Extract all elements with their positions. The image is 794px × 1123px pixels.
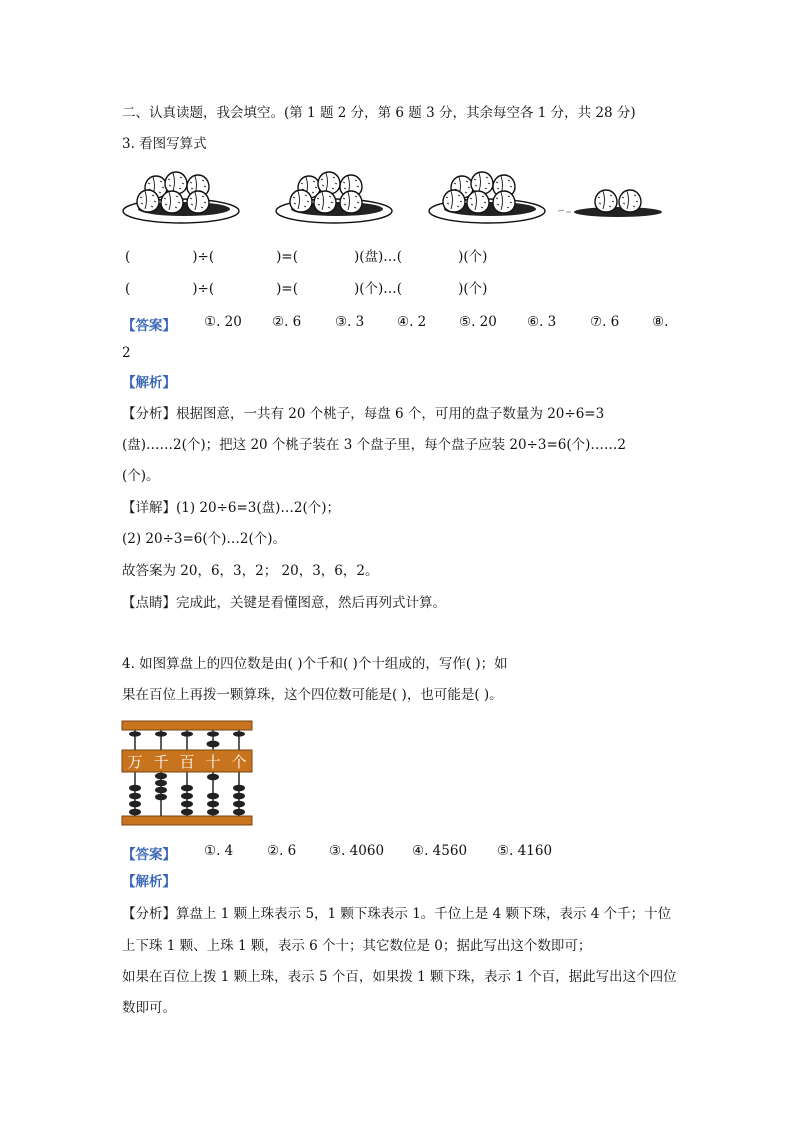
q3-title: 3. 看图写算式 — [122, 136, 207, 152]
peach-plates-figure — [118, 165, 678, 230]
answer-wrap: 2 — [122, 345, 131, 361]
plate-2 — [276, 172, 392, 223]
answer-item: ⑤. 20 — [459, 314, 497, 330]
answer-item: ④. 4560 — [412, 843, 468, 859]
dianjing-tag: 【点睛】 — [122, 595, 176, 611]
answer-item: ②. 6 — [272, 314, 302, 330]
abacus-label-wan: 万 — [127, 753, 143, 771]
q4-fenxi-line-1: 【分析】算盘上 1 颗上珠表示 5，1 颗下珠表示 1。千位上是 4 颗下珠，表示 4 个千；十位 — [122, 906, 672, 922]
q3-fenxi-line-2: (盘)……2(个)；把这 20 个桃子装在 3 个盘子里，每个盘子应装 20÷3=6(个)……2 — [122, 437, 626, 453]
q3-fenxi-line-1: 【分析】根据图意，一共有 20 个桃子，每盘 6 个，可用的盘子数量为 20÷6=3 — [122, 406, 605, 422]
q3-final-answer: 故答案为 20，6，3，2； 20，3，6，2。 — [122, 563, 379, 579]
tens-upper-bead — [207, 741, 220, 748]
answer-item: ③. 4060 — [329, 843, 385, 859]
answer-item: ②. 6 — [267, 843, 297, 859]
answer-item: ⑤. 4160 — [497, 843, 553, 859]
plate-1 — [123, 172, 239, 223]
answer-item: ④. 2 — [397, 314, 427, 330]
abacus-label-shi: 十 — [205, 753, 221, 771]
q4-line-1: 4. 如图算盘上的四位数是由( )个千和( )个十组成的，写作( )；如 — [122, 656, 508, 672]
q4-line-2: 果在百位上再拨一颗算珠，这个四位数可能是( )，也可能是( )。 — [122, 687, 503, 703]
abacus-figure — [121, 720, 253, 826]
q3-fenxi-line-3: (个)。 — [122, 468, 160, 484]
abacus-label-bai: 百 — [179, 753, 195, 771]
leftover-peaches — [558, 190, 662, 217]
fenxi-tag: 【分析】 — [122, 406, 176, 422]
analysis-tag: 【解析】 — [122, 874, 176, 890]
abacus-label-ge: 个 — [231, 753, 247, 771]
answer-tag: 【答案】 — [122, 318, 176, 334]
plate-3 — [429, 172, 545, 223]
answer-item: ⑦. 6 — [590, 314, 620, 330]
q4-fenxi-line-4: 数即可。 — [122, 1000, 176, 1016]
analysis-tag: 【解析】 — [122, 375, 176, 391]
answer-item: ⑧. — [652, 314, 669, 330]
q3-equation-row-1: ( )÷( )=( )(盘)…( )(个) — [125, 249, 488, 265]
answer-item: ⑥. 3 — [527, 314, 557, 330]
q3-dianjing: 【点睛】完成此，关键是看懂图意，然后再列式计算。 — [122, 595, 446, 611]
answer-tag: 【答案】 — [122, 847, 176, 863]
q3-xiangjie-line-1: 【详解】(1) 20÷6=3(盘)…2(个)； — [122, 500, 341, 516]
q4-fenxi-line-2: 上下珠 1 颗、上珠 1 颗，表示 6 个十；其它数位是 0；据此写出这个数即可； — [122, 938, 592, 954]
q4-fenxi-line-3: 如果在百位上拨 1 颗上珠，表示 5 个百，如果拨 1 颗下珠，表示 1 个百，据此写出这个四位 — [122, 969, 677, 985]
abacus-label-qian: 千 — [153, 753, 169, 771]
fenxi-tag: 【分析】 — [122, 906, 176, 922]
q3-equation-row-2: ( )÷( )=( )(个)…( )(个) — [125, 281, 488, 297]
answer-item: ①. 4 — [204, 843, 234, 859]
section-heading: 二、认真读题，我会填空。(第 1 题 2 分，第 6 题 3 分，其余每空各 1 分，共 28 分) — [122, 105, 636, 121]
answer-item: ③. 3 — [335, 314, 365, 330]
q3-xiangjie-line-2: (2) 20÷3=6(个)…2(个)。 — [122, 531, 287, 547]
answer-item: ①. 20 — [204, 314, 242, 330]
xiangjie-tag: 【详解】 — [122, 500, 176, 516]
